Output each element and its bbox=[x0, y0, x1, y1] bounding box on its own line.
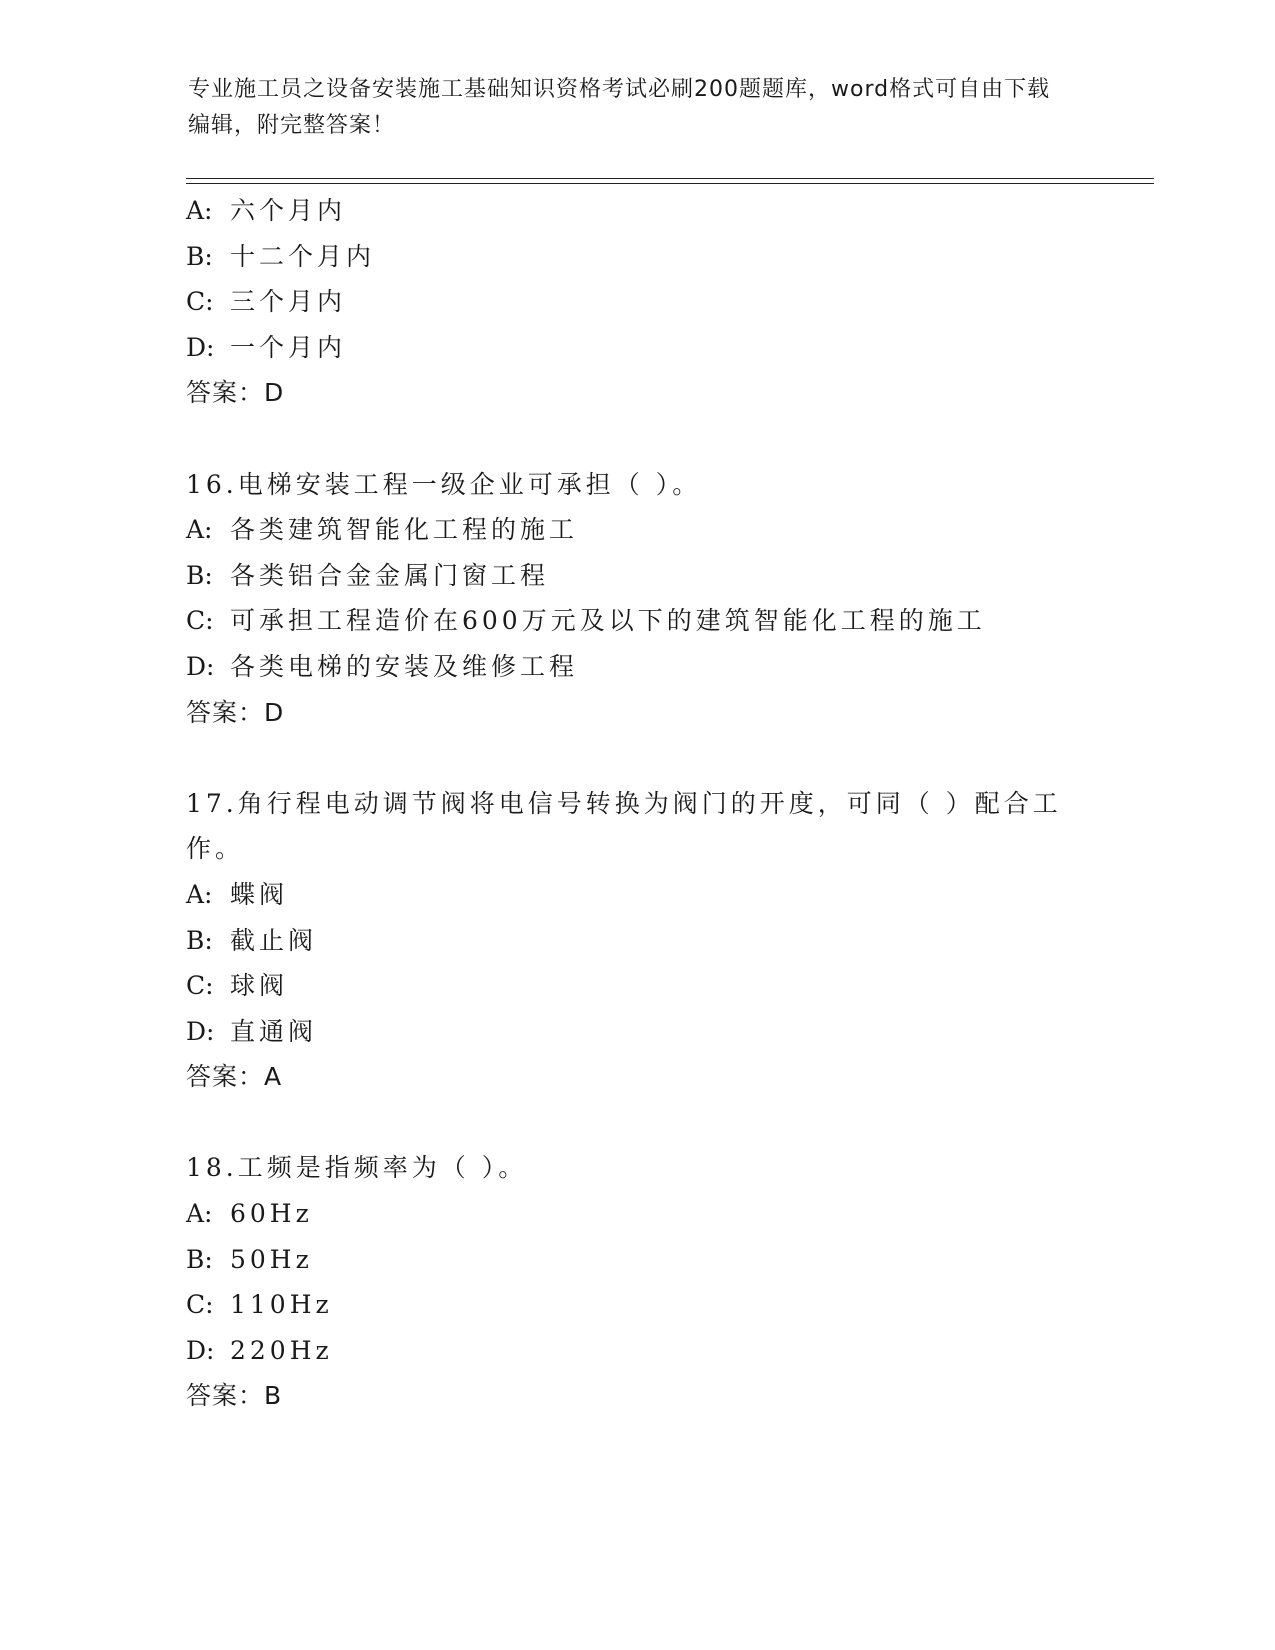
option-b bbox=[186, 1237, 1086, 1283]
question-block-15 bbox=[186, 188, 1086, 416]
option-d bbox=[186, 325, 1086, 371]
option-text: 110Hz bbox=[230, 1290, 333, 1320]
option-text: 球阀 bbox=[230, 971, 289, 1001]
option-a bbox=[186, 507, 1086, 553]
option-d bbox=[186, 1328, 1086, 1374]
option-a bbox=[186, 872, 1086, 918]
answer-line: 答案：A bbox=[186, 1062, 283, 1092]
question-block-17 bbox=[186, 781, 1086, 1100]
header-rule-top bbox=[186, 178, 1154, 179]
option-letter: A: bbox=[186, 1199, 213, 1229]
question-list bbox=[186, 188, 1086, 1419]
option-letter: B: bbox=[186, 925, 213, 955]
option-letter: C: bbox=[186, 606, 214, 636]
option-text: 60Hz bbox=[230, 1199, 313, 1229]
answer-line: 答案：B bbox=[186, 1381, 283, 1411]
option-d bbox=[186, 1009, 1086, 1055]
answer-line: 答案：D bbox=[186, 697, 285, 727]
option-letter: D: bbox=[186, 1335, 215, 1365]
document-header: 专业施工员之设备安装施工基础知识资格考试必刷200题题库，word格式可自由下载编辑，附完整答案！ bbox=[188, 77, 1051, 138]
option-text: 三个月内 bbox=[230, 287, 347, 317]
header-rule-bottom bbox=[186, 183, 1154, 184]
question-stem: 16.电梯安装工程一级企业可承担（ ）。 bbox=[186, 469, 702, 499]
option-text: 蝶阀 bbox=[230, 879, 289, 909]
option-text: 直通阀 bbox=[230, 1016, 318, 1046]
option-c bbox=[186, 279, 1086, 325]
answer-line: 答案：D bbox=[186, 378, 285, 408]
option-text: 六个月内 bbox=[230, 196, 347, 225]
option-a bbox=[186, 1191, 1086, 1237]
option-text: 截止阀 bbox=[230, 925, 318, 955]
option-text: 可承担工程造价在600万元及以下的建筑智能化工程的施工 bbox=[230, 606, 986, 636]
question-stem: 18.工频是指频率为（ ）。 bbox=[186, 1153, 528, 1183]
option-letter: C: bbox=[186, 1290, 214, 1320]
option-text: 十二个月内 bbox=[230, 241, 376, 271]
spacer bbox=[186, 1100, 1086, 1146]
option-letter: C: bbox=[186, 287, 214, 317]
spacer bbox=[186, 735, 1086, 781]
option-letter: B: bbox=[186, 1244, 213, 1274]
option-d bbox=[186, 644, 1086, 690]
option-b bbox=[186, 234, 1086, 280]
option-letter: A: bbox=[186, 196, 213, 225]
option-letter: B: bbox=[186, 241, 213, 271]
option-b bbox=[186, 553, 1086, 599]
spacer bbox=[186, 416, 1086, 462]
option-letter: A: bbox=[186, 515, 213, 545]
option-b bbox=[186, 918, 1086, 964]
option-text: 各类铝合金金属门窗工程 bbox=[230, 560, 550, 590]
option-letter: D: bbox=[186, 651, 215, 681]
option-text: 一个月内 bbox=[230, 332, 347, 362]
option-text: 各类建筑智能化工程的施工 bbox=[230, 515, 579, 545]
question-stem: 17.角行程电动调节阀将电信号转换为阀门的开度，可同（ ）配合工作。 bbox=[186, 788, 1062, 864]
option-text: 220Hz bbox=[230, 1335, 333, 1365]
question-block-18 bbox=[186, 1145, 1086, 1419]
option-c bbox=[186, 598, 1086, 644]
option-letter: A: bbox=[186, 879, 213, 909]
option-letter: C: bbox=[186, 971, 214, 1001]
option-c bbox=[186, 963, 1086, 1009]
option-a bbox=[186, 188, 1086, 234]
option-letter: D: bbox=[186, 1016, 215, 1046]
question-block-16 bbox=[186, 462, 1086, 736]
option-text: 各类电梯的安装及维修工程 bbox=[230, 651, 579, 681]
option-text: 50Hz bbox=[230, 1244, 313, 1274]
option-letter: D: bbox=[186, 332, 215, 362]
option-letter: B: bbox=[186, 560, 213, 590]
option-c bbox=[186, 1282, 1086, 1328]
